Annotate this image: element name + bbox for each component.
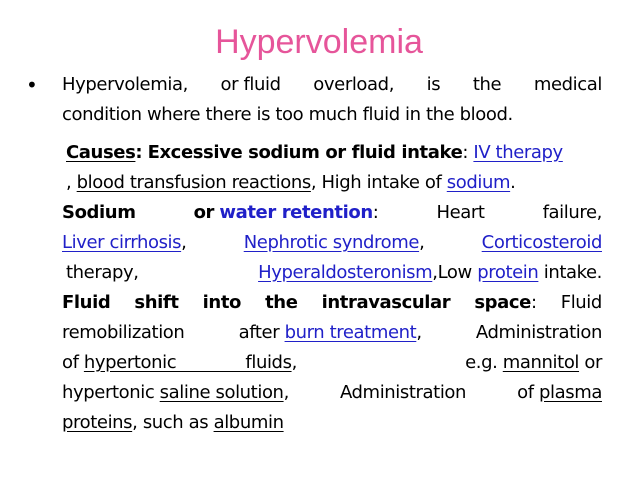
intake-word: intake. bbox=[543, 262, 602, 283]
of-word: of bbox=[517, 382, 534, 403]
hypertonic-word: hypertonic bbox=[62, 382, 155, 403]
comma: , bbox=[66, 172, 72, 193]
slide-title: Hypervolemia bbox=[215, 23, 423, 61]
intro-word: overload, bbox=[313, 74, 395, 95]
blood-transfusion-link[interactable]: blood transfusion reactions bbox=[76, 172, 311, 193]
remobilization-word: remobilization bbox=[62, 322, 185, 343]
shift-word: Fluid bbox=[62, 292, 111, 313]
or-word: or bbox=[584, 352, 602, 373]
conditions-line bbox=[62, 228, 602, 258]
failure-word: failure, bbox=[542, 202, 602, 223]
intro-line-2: condition where there is too much fluid in the blood. bbox=[62, 104, 513, 125]
intro-word: or fluid bbox=[220, 74, 281, 95]
remobilization-line bbox=[62, 318, 602, 348]
water-retention-link[interactable]: water retention bbox=[219, 202, 373, 223]
retention-or: or bbox=[193, 202, 215, 223]
retention-colon: : bbox=[372, 202, 379, 223]
shift-word: shift bbox=[134, 292, 179, 313]
comma: , bbox=[416, 322, 422, 343]
comma: , bbox=[291, 352, 297, 373]
causes-colon: : bbox=[135, 142, 143, 163]
high-intake-text: , High intake of bbox=[310, 172, 442, 193]
proteins-link[interactable]: proteins bbox=[62, 412, 133, 433]
liver-cirrhosis-link[interactable]: Liver cirrhosis bbox=[62, 232, 182, 253]
fluid-word: Fluid bbox=[560, 292, 602, 313]
shift-word: space bbox=[474, 292, 531, 313]
shift-word: into bbox=[202, 292, 241, 313]
iv-therapy-link[interactable]: IV therapy bbox=[473, 142, 563, 163]
such-as-text: , such as bbox=[132, 412, 209, 433]
retention-label: Sodium bbox=[62, 202, 136, 223]
after-word: after bbox=[238, 322, 280, 343]
causes-line-2 bbox=[66, 168, 515, 198]
mannitol-link[interactable]: mannitol bbox=[502, 352, 580, 373]
shift-word: intravascular bbox=[321, 292, 451, 313]
intro-word: Hypervolemia, bbox=[62, 74, 188, 95]
protein-link[interactable]: protein bbox=[477, 262, 539, 283]
intro-word: is bbox=[426, 74, 441, 95]
hypertonic-fluids-link[interactable]: hypertonic fluids bbox=[83, 352, 292, 373]
therapy-word: therapy, bbox=[66, 262, 139, 283]
proteins-line bbox=[62, 408, 284, 438]
eg-word: e.g. bbox=[465, 352, 498, 373]
fluid-shift-line bbox=[62, 288, 602, 318]
of-word: of bbox=[62, 352, 79, 373]
period: . bbox=[510, 172, 516, 193]
bullet-dot-icon: • bbox=[26, 73, 38, 97]
sodium-link[interactable]: sodium bbox=[446, 172, 511, 193]
intro-line-1 bbox=[62, 70, 602, 100]
shift-word: the bbox=[265, 292, 298, 313]
causes-label: Causes bbox=[66, 142, 136, 163]
saline-line bbox=[62, 378, 602, 408]
therapy-line bbox=[66, 258, 602, 288]
causes-heading: Excessive sodium or fluid intake bbox=[147, 142, 463, 163]
burn-treatment-link[interactable]: burn treatment bbox=[284, 322, 417, 343]
hypertonic-line bbox=[62, 348, 602, 378]
corticosteroid-link[interactable]: Corticosteroid bbox=[481, 232, 602, 253]
low-text: ,Low bbox=[432, 262, 472, 283]
nephrotic-syndrome-link[interactable]: Nephrotic syndrome bbox=[243, 232, 420, 253]
intro-word: the bbox=[472, 74, 502, 95]
saline-solution-link[interactable]: saline solution bbox=[159, 382, 284, 403]
comma: , bbox=[181, 232, 187, 253]
causes-line-1 bbox=[66, 138, 563, 168]
plasma-link[interactable]: plasma bbox=[538, 382, 602, 403]
shift-colon: : bbox=[530, 292, 537, 313]
comma: , bbox=[419, 232, 425, 253]
retention-line bbox=[62, 198, 602, 228]
causes-heading-colon: : bbox=[462, 142, 469, 163]
administration-word: Administration bbox=[475, 322, 602, 343]
administration-word: Administration bbox=[339, 382, 467, 403]
heart-word: Heart bbox=[436, 202, 485, 223]
intro-word: medical bbox=[533, 74, 602, 95]
comma: , bbox=[283, 382, 289, 403]
albumin-link[interactable]: albumin bbox=[213, 412, 284, 433]
hyperaldosteronism-link[interactable]: Hyperaldosteronism bbox=[258, 262, 433, 283]
